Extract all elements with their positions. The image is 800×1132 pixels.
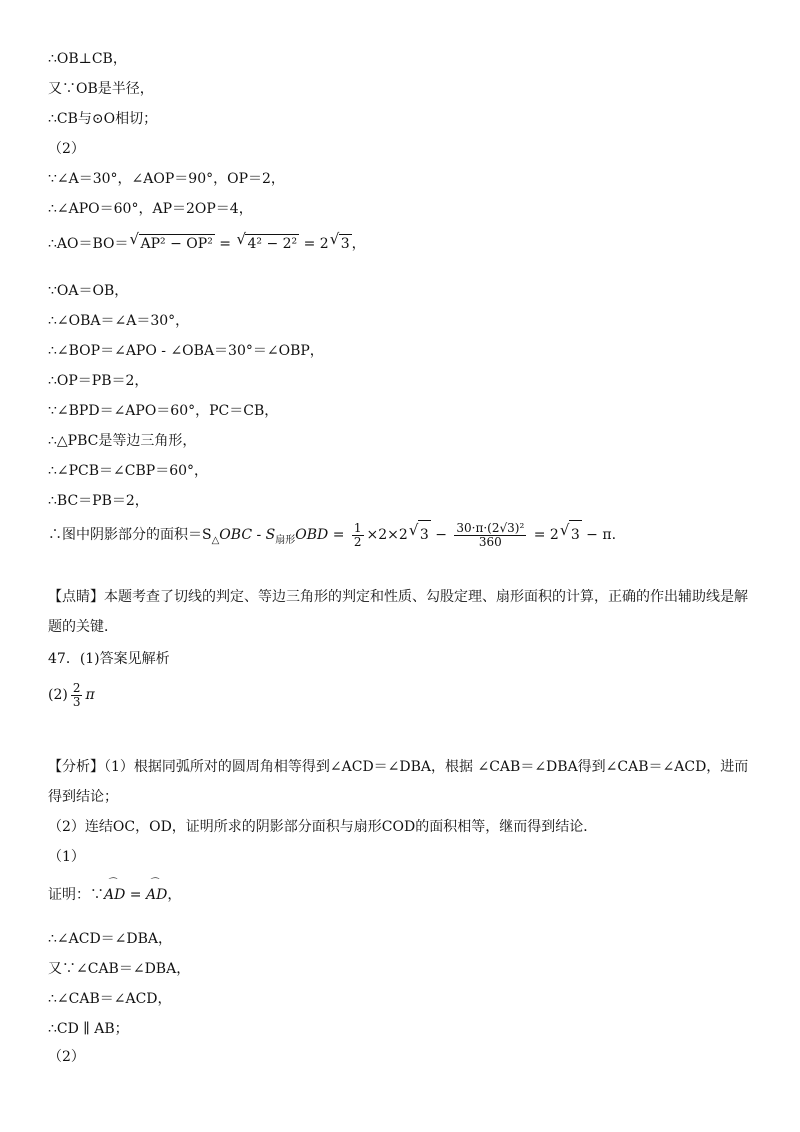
l16-sub-sector: 扇形 bbox=[275, 534, 296, 546]
l16-eq2: = 2 bbox=[529, 527, 559, 543]
sqrt-4-2: √ 4² − 2² bbox=[245, 234, 299, 253]
l16-a: OBC - S bbox=[219, 527, 276, 543]
l7-eq: = 2 bbox=[299, 236, 329, 252]
proof-end: ， bbox=[167, 887, 182, 903]
line-6: ∴∠APO＝60°，AP＝2OP＝4， bbox=[48, 201, 253, 217]
l16-sqrt3-b: √ 3 bbox=[569, 520, 582, 549]
l7-end: ， bbox=[351, 236, 366, 252]
sqrt-3: √ 3 bbox=[339, 234, 352, 253]
frac2-den: 360 bbox=[478, 534, 502, 549]
line-12: ∵∠BPD＝∠APO＝60°，PC＝CB， bbox=[48, 403, 279, 419]
fraction-one-half bbox=[352, 522, 364, 549]
dianjing-note: 【点睛】本题考查了切线的判定、等边三角形的判定和性质、勾股定理、扇形面积的计算，正确的作出辅助线是解题的关键． bbox=[48, 589, 748, 635]
sqrt-ap-op: √ AP² − OP² bbox=[139, 234, 215, 253]
arc-ad-1: ⌒ AD bbox=[104, 886, 125, 904]
ans2-prefix: (2) bbox=[48, 687, 68, 703]
analysis-1: 【分析】（1）根据同弧所对的圆周角相等得到∠ACD＝∠DBA，根据 ∠CAB＝∠DBA得到∠CAB＝∠ACD，进而得到结论； bbox=[48, 759, 749, 805]
line-10: ∴∠BOP＝∠APO - ∠OBA＝30°＝∠OBP， bbox=[48, 343, 324, 359]
l16-sub-triangle: △ bbox=[211, 534, 220, 546]
analysis-2: （2）连结OC，OD，证明所求的阴影部分面积与扇形COD的面积相等，继而得到结论． bbox=[48, 819, 598, 835]
l16-minus: − bbox=[430, 527, 452, 543]
fraction-sector bbox=[454, 522, 526, 549]
line-7-ao-bo bbox=[48, 234, 366, 253]
proof-line bbox=[48, 886, 181, 904]
line-14: ∴∠PCB＝∠CBP＝60°， bbox=[48, 463, 209, 479]
step-3: ∴∠CAB＝∠ACD， bbox=[48, 991, 172, 1007]
step-4: ∴CD ∥ AB； bbox=[48, 1021, 129, 1037]
q47-title: 47．(1)答案见解析 bbox=[48, 651, 170, 667]
line-9: ∴∠OBA＝∠A＝30°， bbox=[48, 313, 190, 329]
frac1-den: 2 bbox=[353, 534, 362, 549]
proof-prefix: 证明：∵ bbox=[48, 887, 104, 903]
part-1-label: （1） bbox=[48, 849, 85, 865]
q47-answer-2 bbox=[48, 680, 95, 710]
line-11: ∴OP＝PB＝2， bbox=[48, 373, 149, 389]
l7-mid: = bbox=[214, 236, 236, 252]
line-8: ∵OA＝OB， bbox=[48, 283, 129, 299]
fraction-two-thirds bbox=[71, 682, 83, 709]
line-16-shaded-area bbox=[48, 520, 616, 555]
l16-eq: = bbox=[328, 527, 349, 543]
step-1: ∴∠ACD＝∠DBA， bbox=[48, 931, 173, 947]
line-4: （2） bbox=[48, 141, 85, 157]
frac2-num: 30·π·(2√3)² bbox=[456, 520, 525, 535]
proof-eq: = bbox=[125, 887, 146, 903]
line-2: 又∵OB是半径， bbox=[48, 81, 154, 97]
line-3: ∴CB与⊙O相切； bbox=[48, 111, 158, 127]
ans2-pi: π bbox=[85, 687, 95, 703]
arc-ad-2: ⌒ AD bbox=[146, 886, 167, 904]
step-2: 又∵∠CAB＝∠DBA， bbox=[48, 961, 191, 977]
line-15: ∴BC＝PB＝2， bbox=[48, 493, 149, 509]
ans2-den: 3 bbox=[72, 694, 81, 709]
ans2-num: 2 bbox=[72, 680, 81, 695]
l16-times: ×2×2 bbox=[366, 527, 408, 543]
l16-end: − π. bbox=[581, 527, 617, 543]
l16-b: OBD bbox=[295, 527, 329, 543]
l16-prefix: ∴图中阴影部分的面积＝S bbox=[48, 527, 212, 543]
frac1-num: 1 bbox=[353, 520, 362, 535]
line-13: ∴△PBC是等边三角形， bbox=[48, 433, 197, 449]
line-1: ∴OB⊥CB， bbox=[48, 51, 127, 67]
l7-prefix: ∴AO＝BO＝ bbox=[48, 236, 129, 252]
part-2-label: （2） bbox=[48, 1049, 85, 1065]
l16-sqrt3: √ 3 bbox=[418, 520, 431, 549]
line-5: ∵∠A＝30°，∠AOP＝90°，OP＝2， bbox=[48, 171, 285, 187]
